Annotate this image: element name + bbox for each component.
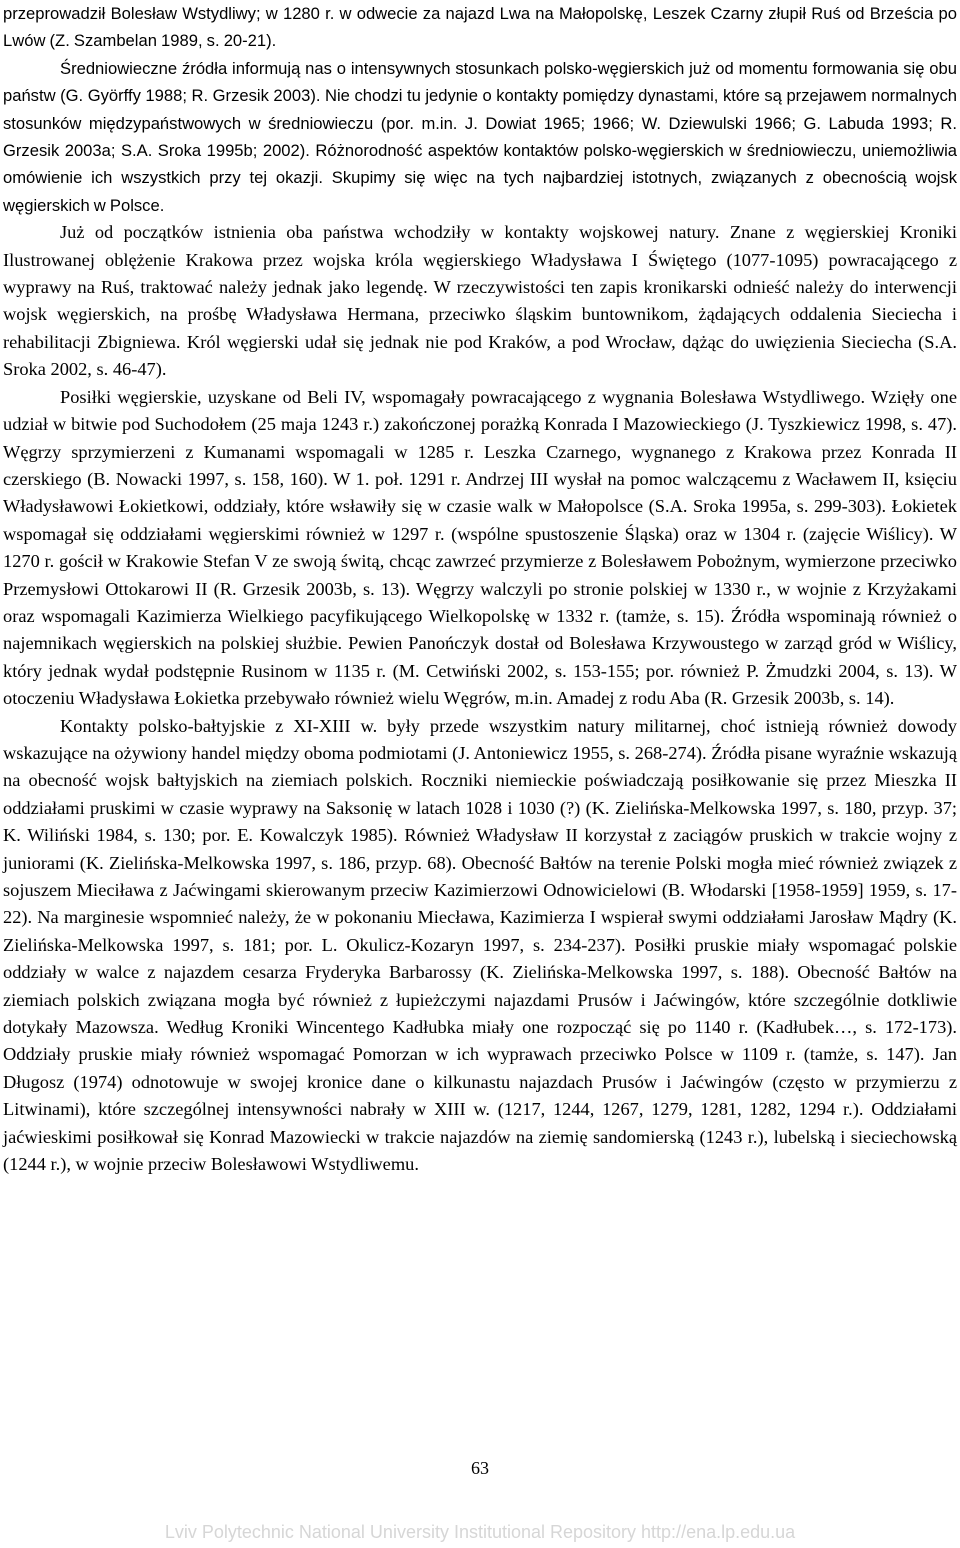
paragraph-4: Posiłki węgierskie, uzyskane od Beli IV, wspomagały powracającego z wygnania Bolesława Wstydliwego. Wzięły one udział w bitwie pod Suchodołem (25 maja 1243 r.) zakończonej porażką Konrada I Mazowieckiego (J. Tyszkiewicz 1998, s. 47). Węgrzy sprzymierzeni z Kumanami wspomagali w 1285 r. Leszka Czarnego, wygnanego z Krakowa przez Konrada II czerskiego (B. Nowacki 1997, s. 158, 160). W 1. poł. 1291 r. Andrzej III wysłał na pomoc walczącemu z Wacławem II, księciu Władysławowi Łokietkowi, oddziały, które wsławiły się w czasie walk w Małopolsce (S.A. Sroka 1995a, s. 299-303). Łokietek wspomagał się oddziałami węgierskimi również w 1297 r. (wspólne spustoszenie Śląska) oraz w 1304 r. (zajęcie Wiślicy). W 1270 r. gościł w Krakowie Stefan V ze swoją świtą, chcąc zawrzeć przymierze z Bolesławem Pobożnym, wymierzone przeciwko Przemysłowi Ottokarowi II (R. Grzesik 2003b, s. 13). Węgrzy walczyli po stronie polskiej w 1330 r., w wojnie z Krzyżakami oraz wspomagali Kazimierza Wielkiego pacyfikującego Wielkopolskę w 1332 r. (tamże, s. 15). Źródła wspominają również o najemnikach węgierskich na polskiej służbie. Pewien Panończyk dostał od Bolesława Krzywoustego w zarząd gród w Wiślicy, który jednak wydał podstępnie Rusinom w 1135 r. (M. Cetwiński 2002, s. 153-155; por. również P. Żmudzki 2004, s. 13). W otoczeniu Władysława Łokietka przebywało również wielu Węgrów, m.in. Amadej z rodu Aba (R. Grzesik 2003b, s. 14). [3,386,957,709]
page-number: 63 [471,1458,489,1478]
paragraph-2: Średniowieczne źródła informują nas o intensywnych stosunkach polsko-węgierskich już od momentu formowania się obu państw (G. Györffy 1988; R. Grzesik 2003). Nie chodzi tu jedynie o kontakty pomiędzy dynastami, które są przejawem normalnych stosunków międzypaństwowych w średniowieczu (por. m.in. J. Dowiat 1965; 1966; W. Dziewulski 1966; G. Labuda 1993; R. Grzesik 2003a; S.A. Sroka 1995b; 2002). Różnorodność aspektów kontaktów polsko-węgierskich w średniowieczu, uniemożliwia omówienie ich wszystkich przy tej okazji. Skupimy się więc na tych najbardziej istotnych, związanych z obecnością wojsk węgierskich w Polsce. [3,58,957,215]
paragraph-3: Już od początków istnienia oba państwa wchodziły w kontakty wojskowej natury. Znane z węgierskiej Kroniki Ilustrowanej oblężenie Krakowa przez wojska króla węgierskiego Władysława I Świętego (1077-1095) powracającego z wyprawy na Ruś, traktować należy jednak jako legendę. W rzeczywistości ten zapis kronikarski odnieść należy do interwencji wojsk węgierskich, na prośbę Władysława Hermana, przeciwko śląskim buntownikom, żądających oddalenia Sieciecha i rehabilitacji Zbigniewa. Król węgierski udał się jednak nie pod Kraków, a pod Wrocław, dążąc do uwięzienia Sieciecha (S.A. Sroka 2002, s. 46-47). [3,222,957,380]
paragraph-1: przeprowadził Bolesław Wstydliwy; w 1280 r. w odwecie za najazd Lwa na Małopolskę, Leszek Czarny złupił Ruś od Brześcia po Lwów (Z. Szambelan 1989, s. 20-21). [3,4,957,51]
document-page [3,0,957,1178]
repository-footer-watermark: Lviv Polytechnic National University Institutional Repository http://ena.lp.edu.ua [164,1522,796,1542]
paragraph-5: Kontakty polsko-bałtyjskie z XI-XIII w. były przede wszystkim natury militarnej, choć istnieją również dowody wskazujące na ożywiony handel między oboma podmiotami (J. Antoniewicz 1955, s. 268-274). Źródła pisane wyraźnie wskazują na obecność wojsk bałtyjskich na ziemiach polskich. Roczniki niemieckie poświadczają posiłkowanie się przez Mieszka II oddziałami pruskimi w czasie wyprawy na Saksonię w latach 1028 i 1030 (?) (K. Zielińska-Melkowska 1997, s. 180, przyp. 37; K. Wiliński 1984, s. 130; por. E. Kowalczyk 1985). Również Władysław II korzystał z zaciągów pruskich w trakcie wojny z juniorami (K. Zielińska-Melkowska 1997, s. 186, przyp. 68). Obecność Bałtów na terenie Polski mogła mieć również związek z sojuszem Mieciława z Jaćwingami skierowanym przeciw Kazimierzowi Odnowicielowi (B. Włodarski [1958-1959] 1959, s. 17-22). Na marginesie wspomnieć należy, że w pokonaniu Miecława, Kazimierza I wspierał swymi oddziałami Jarosław Mądry (K. Zielińska-Melkowska 1997, s. 181; por. L. Okulicz-Kozaryn 1997, s. 234-237). Posiłki pruskie miały wspomagać polskie oddziały w walce z najazdem cesarza Fryderyka Barbarossy (K. Zielińska-Melkowska 1997, s. 188). Obecność Bałtów na ziemiach polskich związana mogła być również z łupieżczymi najazdami Prusów i Jaćwingów, które szczególnie dotkliwie dotykały Mazowsza. Według Kroniki Wincentego Kadłubka miały one rozpocząć się po 1140 r. (Kadłubek…, s. 172-173). Oddziały pruskie miały również wspomagać Pomorzan w ich wyprawach przeciwko Polsce w 1109 r. (tamże, s. 147). Jan Długosz (1974) odnotowuje w swojej kronice dane o kilkunastu najazdach Prusów i Jaćwingów (często w przymierzu z Litwinami), które szczególnej intensywności nabrały w XIII w. (1217, 1244, 1267, 1279, 1281, 1282, 1294 r.). Oddziałami jaćwieskimi posiłkował się Konrad Mazowiecki w trakcie najazdów na ziemię sandomierską (1243 r.), lubelską i sieciechowską (1244 r.), w wojnie przeciw Bolesławowi Wstydliwemu. [3,715,957,1175]
